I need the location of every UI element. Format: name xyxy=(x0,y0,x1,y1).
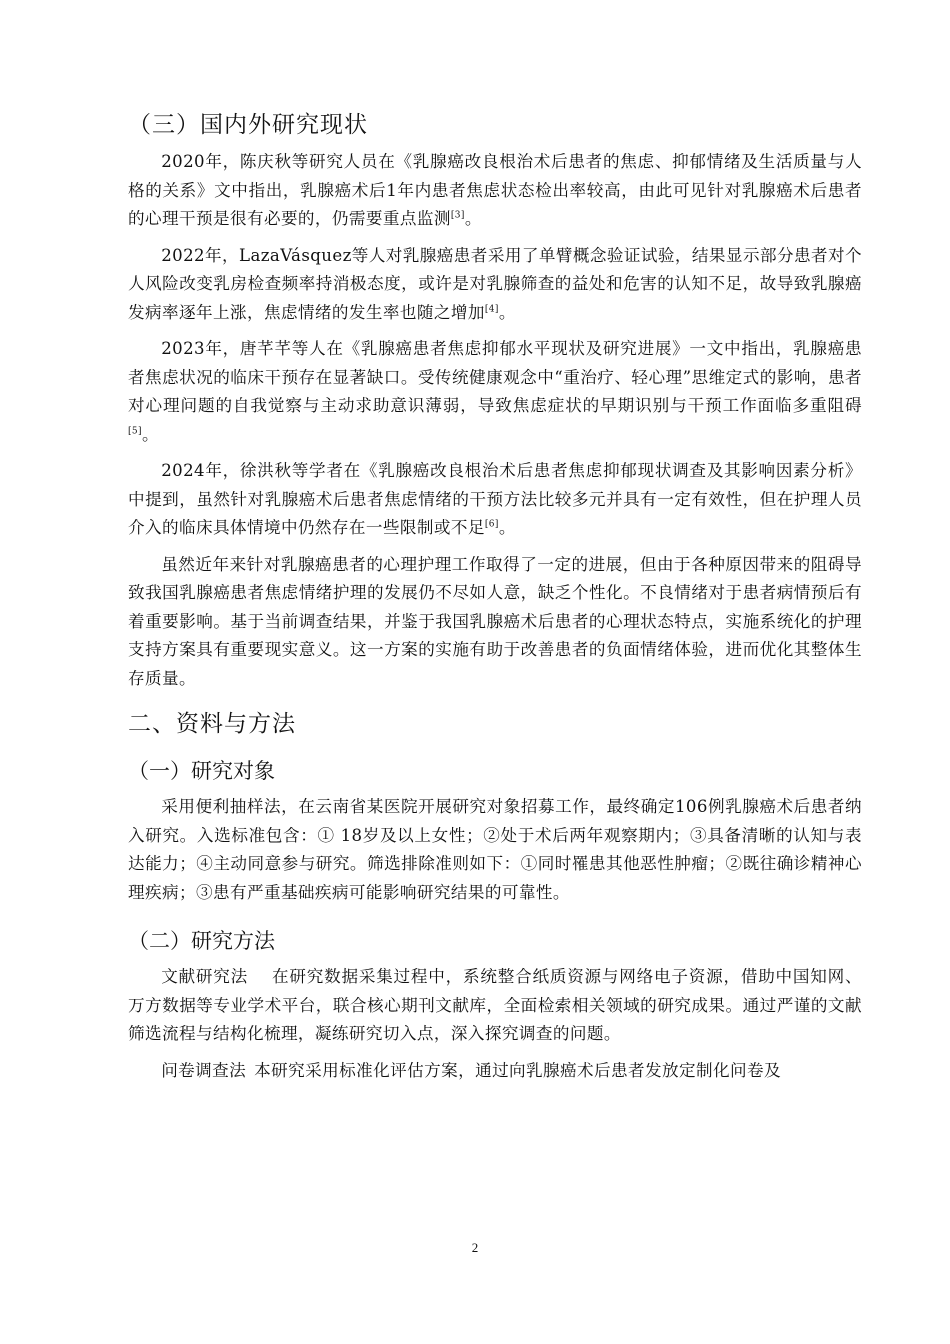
spacer xyxy=(128,543,862,551)
paragraph-2024 xyxy=(128,457,862,543)
paragraph-2023 xyxy=(128,335,862,449)
method-term: 问卷调查法 xyxy=(161,1060,247,1080)
section-heading-research-status: （三）国内外研究现状 xyxy=(128,112,368,138)
document-body xyxy=(128,110,862,1085)
paragraph-end: 。 xyxy=(464,209,482,228)
citation-ref: [6] xyxy=(484,519,499,530)
method-term: 文献研究法 xyxy=(161,967,249,986)
subsection-heading-methods: （二）研究方法 xyxy=(128,929,275,953)
spacer xyxy=(128,739,862,757)
paragraph-summary: 虽然近年来针对乳腺癌患者的心理护理工作取得了一定的进展，但由于各种原因带来的阻碍导致我国乳腺癌患者焦虑情绪护理的发展仍不尽如人意，缺乏个性化。不良情绪对于患者病情预后有着重要影响。基于当前调查结果，并鉴于我国乳腺癌术后患者的心理状态特点，实施系统化的护理支持方案具有重要现实意义。这一方案的实施有助于改善患者的负面情绪体验，进而优化其整体生存质量。 xyxy=(128,554,862,688)
paragraph-text: 在研究数据采集过程中，系统整合纸质资源与网络电子资源，借助中国知网、万方数据等专业学术平台，联合核心期刊文献库，全面检索相关领域的研究成果。通过严谨的文献筛选流程与结构化梳理，凝练研究切入点，深入探究调查的问题。 xyxy=(128,967,862,1043)
paragraph-text: 本研究采用标准化评估方案，通过向乳腺癌术后患者发放定制化问卷及 xyxy=(254,1060,781,1080)
paragraph-end: 。 xyxy=(498,302,516,322)
paragraph-literature-method xyxy=(128,963,862,1049)
spacer xyxy=(128,693,862,709)
spacer xyxy=(128,955,862,963)
page-number: 2 xyxy=(471,1240,479,1255)
subsection-heading-subjects: （一）研究对象 xyxy=(128,759,275,783)
spacer xyxy=(128,1049,862,1057)
chapter-heading-materials-methods: 二、资料与方法 xyxy=(128,711,296,737)
paragraph-2020 xyxy=(128,148,862,234)
paragraph-questionnaire-method xyxy=(128,1057,862,1086)
paragraph-text: 2022年，LazaVásquez等人对乳腺癌患者采用了单臂概念验证试验，结果显示部分患者对个人风险改变乳房检查频率持消极态度，或许是对乳腺筛查的益处和危害的认知不足，故导致乳腺癌发病率逐年上涨，焦虑情绪的发生率也随之增加 xyxy=(128,245,862,322)
spacer xyxy=(128,234,862,242)
paragraph-end: 。 xyxy=(141,424,159,444)
paragraph-2022 xyxy=(128,242,862,328)
spacer xyxy=(128,785,862,793)
paragraph-text: 2024年，徐洪秋等学者在《乳腺癌改良根治术后患者焦虑抑郁现状调查及其影响因素分析》中提到，虽然针对乳腺癌术后患者焦虑情绪的干预方法比较多元并具有一定有效性，但在护理人员介入的临床具体情境中仍然存在一些限制或不足 xyxy=(128,461,862,537)
spacer xyxy=(128,449,862,457)
citation-ref: [3] xyxy=(450,210,465,221)
paragraph-subjects: 采用便利抽样法，在云南省某医院开展研究对象招募工作，最终确定106例乳腺癌术后患者纳入研究。入选标准包含：① 18岁及以上女性；②处于术后两年观察期内；③具备清晰的认知与表达能力；④主动同意参与研究。筛选排除准则如下：①同时罹患其他恶性肿瘤；②既往确诊精神心理疾病；③患有严重基础疾病可能影响研究结果的可靠性。 xyxy=(128,797,862,902)
citation-ref: [5] xyxy=(128,425,142,436)
spacer xyxy=(128,907,862,927)
paragraph-text: 2023年，唐芊芊等人在《乳腺癌患者焦虑抑郁水平现状及研究进展》一文中指出，乳腺癌患者焦虑状况的临床干预存在显著缺口。受传统健康观念中“重治疗、轻心理”思维定式的影响，患者对心理问题的自我觉察与主动求助意识薄弱，导致焦虑症状的早期识别与干预工作面临多重阻碍 xyxy=(128,339,862,415)
spacer xyxy=(128,327,862,335)
spacer xyxy=(128,140,862,148)
paragraph-end: 。 xyxy=(498,518,516,537)
paragraph-text: 2020年，陈庆秋等研究人员在《乳腺癌改良根治术后患者的焦虑、抑郁情绪及生活质量与人格的关系》文中指出，乳腺癌术后1年内患者焦虑状态检出率较高，由此可见针对乳腺癌术后患者的心理干预是很有必要的，仍需要重点监测 xyxy=(128,152,862,228)
citation-ref: [4] xyxy=(484,303,499,314)
